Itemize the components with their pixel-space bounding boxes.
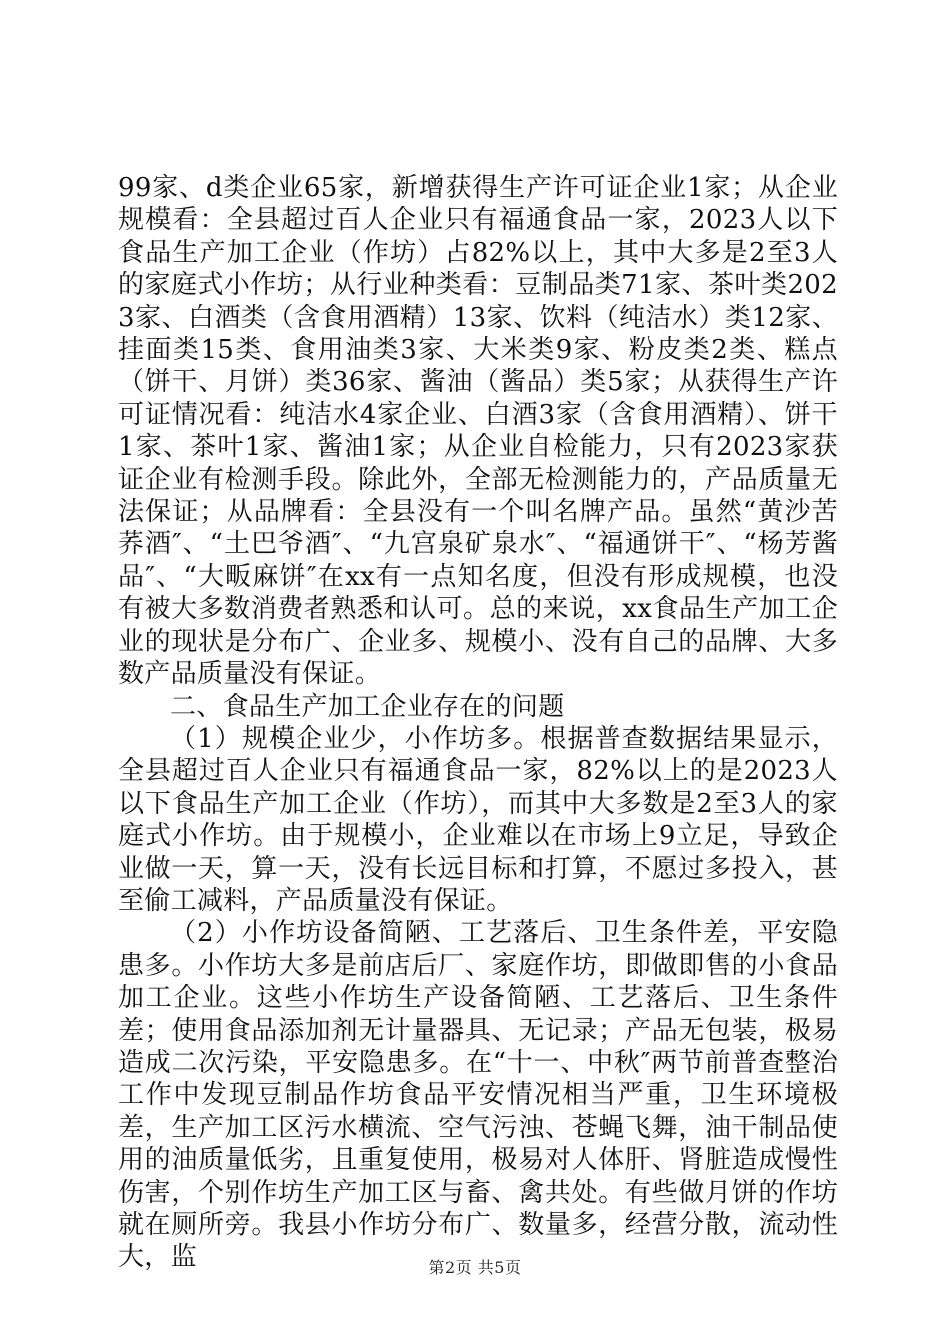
paragraph-enterprise-overview: 99家、d类企业65家，新增获得生产许可证企业1家；从企业规模看：全县超过百人企业只有福通食品一家，2023人以下食品生产加工企业（作坊）占82%以上，其中大多是2至3人的家庭式小作坊；从行业种类看：豆制品类71家、茶叶类2023家、白酒类（含食用酒精）13家、饮料（纯洁水）类12家、挂面类15类、食用油类3家、大米类9家、粉皮类2类、糕点（饼干、月饼）类36家、酱油（酱品）类5家；从获得生产许可证情况看：纯洁水4家企业、白酒3家（含食用酒精）、饼干1家、茶叶1家、酱油1家；从企业自检能力，只有2023家获证企业有检测手段。除此外，全部无检测能力的，产品质量无法保证；从品牌看：全县没有一个叫名牌产品。虽然“黄沙苦荞酒″、“土巴爷酒″、“九宫泉矿泉水″、“福通饼干″、“杨芳酱品″、“大畈麻饼″在xx有一点知名度，但没有形成规模，也没有被大多数消费者熟悉和认可。总的来说，xx食品生产加工企业的现状是分布广、企业多、规模小、没有自己的品牌、大多数产品质量没有保证。 bbox=[118, 173, 838, 690]
paragraph-problem-2: （2）小作坊设备简陋、工艺落后、卫生条件差，平安隐患多。小作坊大多是前店后厂、家庭作坊，即做即售的小食品加工企业。这些小作坊生产设备简陋、工艺落后、卫生条件差；使用食品添加剂无计量器具、无记录；产品无包装，极易造成二次污染，平安隐患多。在“十一、中秋″两节前普查整治工作中发现豆制品作坊食品平安情况相当严重，卫生环境极差，生产加工区污水横流、空气污浊、苍蝇飞舞，油干制品使用的油质量低劣，且重复使用，极易对人体肝、肾脏造成慢性伤害，个别作坊生产加工区与畜、禽共处。有些做月饼的作坊就在厕所旁。我县小作坊分布广、数量多，经营分散，流动性大，监 bbox=[118, 918, 838, 1273]
paragraph-problem-1: （1）规模企业少，小作坊多。根据普查数据结果显示，全县超过百人企业只有福通食品一家，82%以上的是2023人以下食品生产加工企业（作坊），而其中大多数是2至3人的家庭式小作坊。由于规模小，企业难以在市场上9立足，导致企业做一天，算一天，没有长远目标和打算，不愿过多投入，甚至偷工减料，产品质量没有保证。 bbox=[118, 723, 838, 916]
page-footer: 第2页 共5页 bbox=[428, 1258, 522, 1277]
section-heading-problems: 二、食品生产加工企业存在的问题 bbox=[170, 691, 565, 722]
document-body bbox=[118, 172, 838, 1274]
